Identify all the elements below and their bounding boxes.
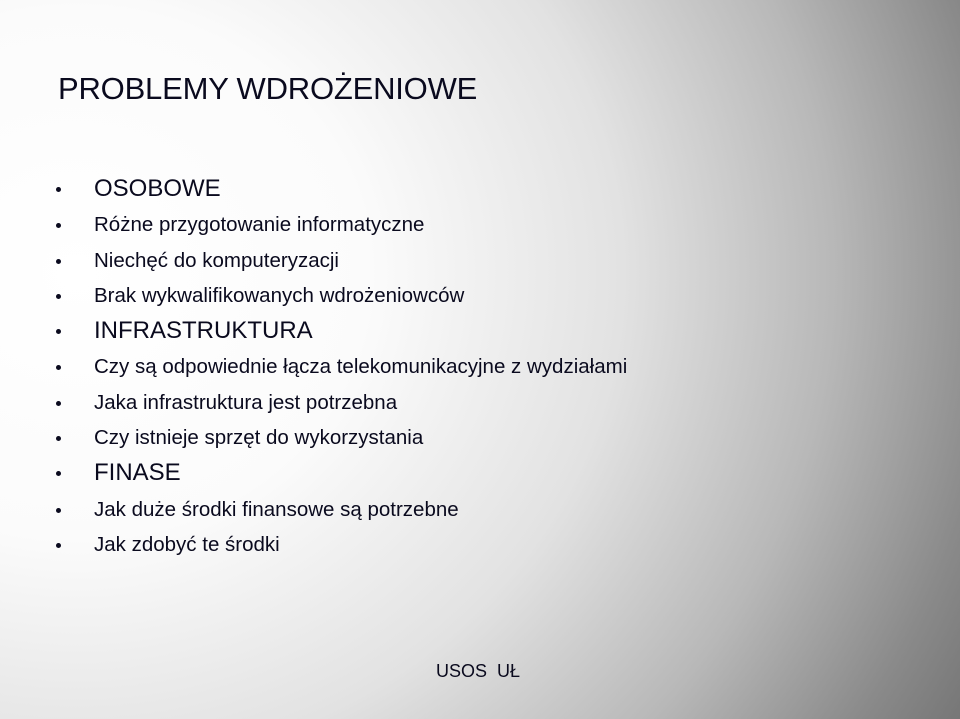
bullet-item [56, 497, 459, 523]
bullet-dot-icon [56, 187, 61, 192]
bullet-dot-icon [56, 543, 61, 548]
bullet-text: Jaka infrastruktura jest potrzebna [94, 391, 398, 414]
bullet-item [56, 390, 397, 416]
bullet-item [56, 316, 313, 346]
bullet-item [56, 425, 423, 451]
bullet-item [56, 174, 221, 204]
bullet-text: Jak duże środki finansowe są potrzebne [94, 498, 459, 521]
bullet-dot-icon [56, 471, 61, 476]
bullet-text: Jak zdobyć te środki [94, 533, 280, 556]
bullet-text: Czy istnieje sprzęt do wykorzystania [94, 426, 424, 449]
bullet-item [56, 532, 280, 558]
slide-footer: USOS UŁ [436, 661, 521, 681]
bullet-text: Różne przygotowanie informatyczne [94, 213, 425, 236]
bullet-item [56, 283, 464, 309]
bullet-item [56, 212, 424, 238]
bullet-dot-icon [56, 294, 61, 299]
bullet-dot-icon [56, 223, 61, 228]
slide-title: PROBLEMY WDROŻENIOWE [58, 71, 478, 106]
bullet-dot-icon [56, 401, 61, 406]
bullet-item [56, 248, 339, 274]
bullet-text: INFRASTRUKTURA [94, 317, 313, 344]
bullet-item [56, 354, 627, 380]
bullet-text: FINASE [94, 459, 181, 486]
bullet-dot-icon [56, 329, 61, 334]
bullet-dot-icon [56, 508, 61, 513]
bullet-item [56, 458, 181, 488]
bullet-text: OSOBOWE [94, 175, 221, 202]
bullet-dot-icon [56, 365, 61, 370]
bullet-text: Niechęć do komputeryzacji [94, 249, 339, 272]
bullet-dot-icon [56, 259, 61, 264]
bullet-text: Brak wykwalifikowanych wdrożeniowców [94, 284, 465, 307]
bullet-text: Czy są odpowiednie łącza telekomunikacyjne z wydziałami [94, 355, 628, 378]
bullet-dot-icon [56, 436, 61, 441]
